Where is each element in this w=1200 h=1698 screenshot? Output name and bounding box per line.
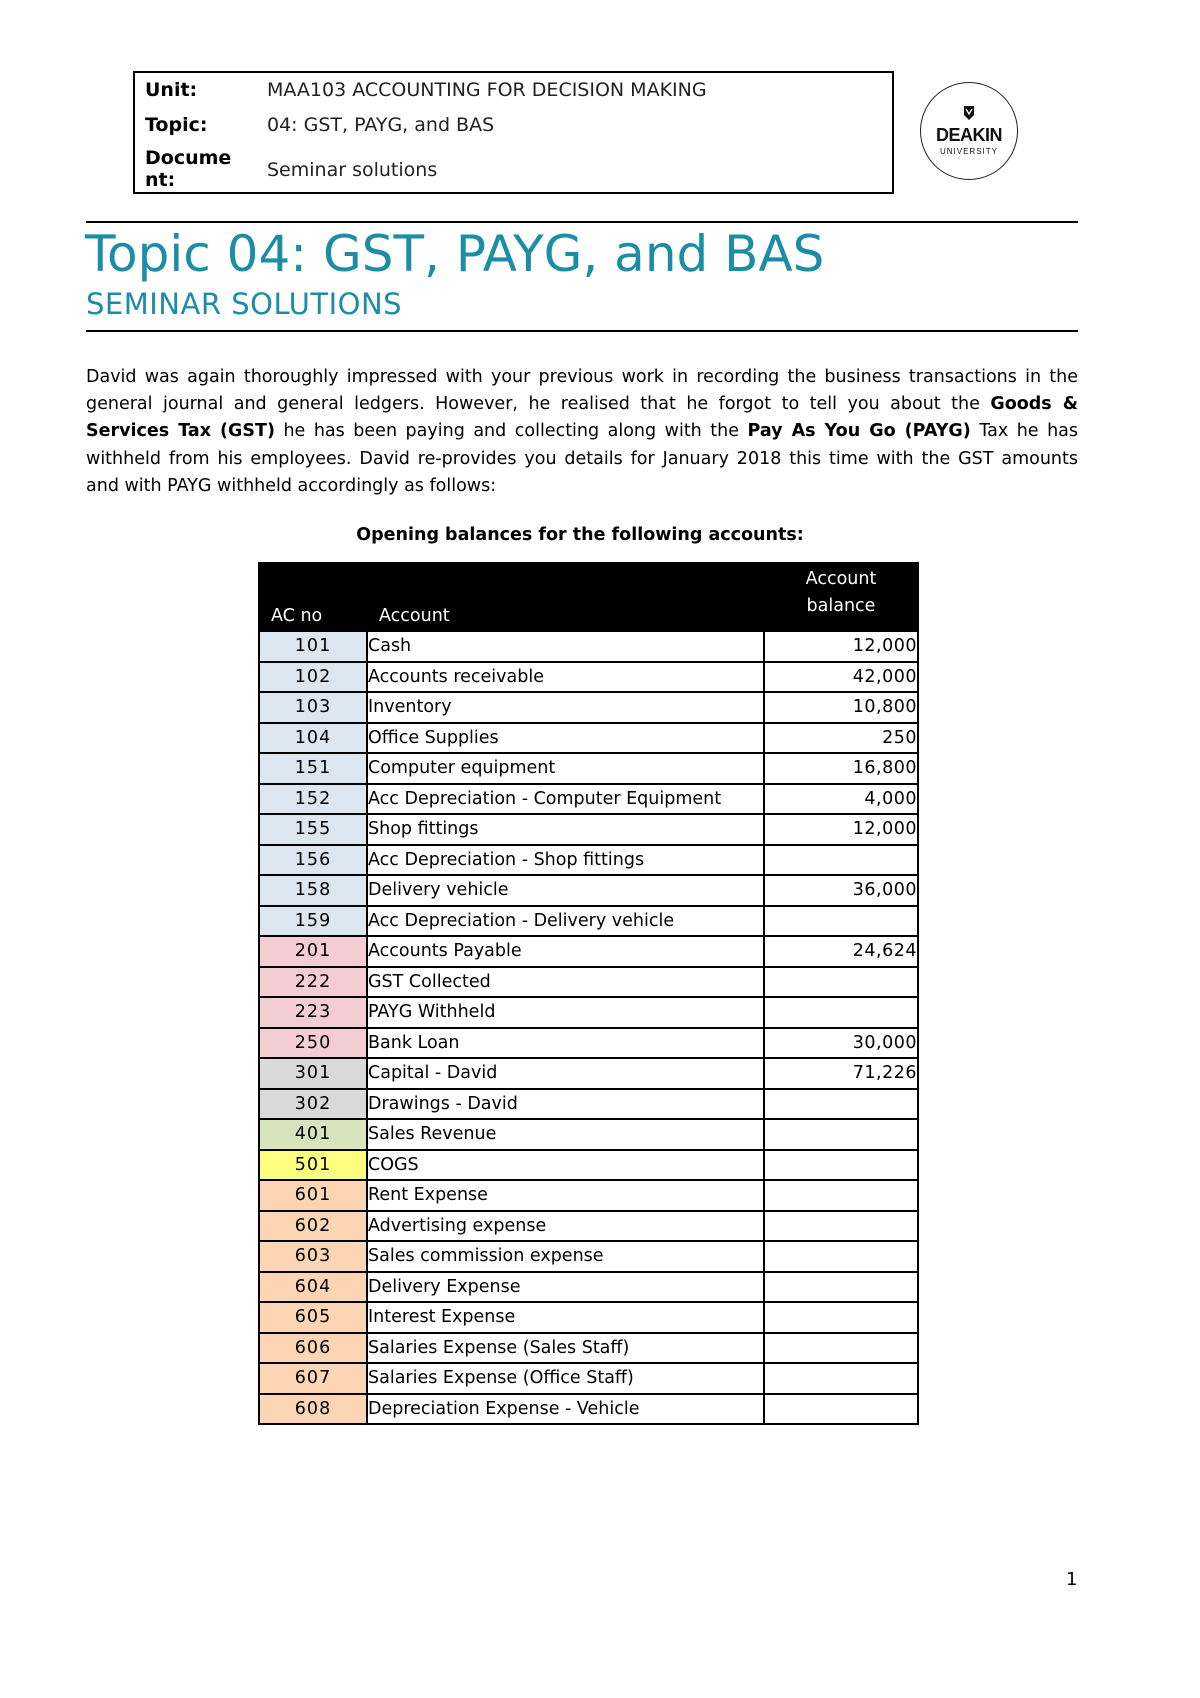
table-row (259, 753, 918, 784)
table-row (259, 997, 918, 1028)
account-balance-cell (764, 1089, 918, 1120)
account-number-cell: 608 (259, 1394, 367, 1425)
intro-text-2: he has been paying and collecting along with the (274, 421, 748, 442)
table-row (259, 784, 918, 815)
topic-row (145, 114, 882, 136)
table-row (259, 1150, 918, 1181)
table-header-row (259, 563, 918, 631)
account-name-cell: COGS (367, 1150, 764, 1181)
table-row (259, 1089, 918, 1120)
account-name-cell: Interest Expense (367, 1302, 764, 1333)
table-row (259, 662, 918, 693)
account-number-cell: 602 (259, 1211, 367, 1242)
account-balance-cell (764, 906, 918, 937)
document-label-line2: nt: (145, 169, 176, 191)
account-number-cell: 606 (259, 1333, 367, 1364)
opening-balances-table (258, 562, 919, 1425)
account-name-cell: GST Collected (367, 967, 764, 998)
account-name-cell: Salaries Expense (Office Staff) (367, 1363, 764, 1394)
table-row (259, 936, 918, 967)
table-row (259, 631, 918, 662)
account-balance-cell: 16,800 (764, 753, 918, 784)
page-title: Topic 04: GST, PAYG, and BAS (85, 225, 825, 283)
account-number-cell: 603 (259, 1241, 367, 1272)
account-number-cell: 250 (259, 1028, 367, 1059)
account-number-cell: 605 (259, 1302, 367, 1333)
account-name-cell: Accounts Payable (367, 936, 764, 967)
topic-label: Topic: (145, 114, 208, 136)
table-row (259, 875, 918, 906)
unit-value: MAA103 ACCOUNTING FOR DECISION MAKING (267, 79, 707, 101)
account-balance-cell (764, 1394, 918, 1425)
header-balance-line1: Account (805, 569, 877, 589)
account-balance-cell (764, 1363, 918, 1394)
deakin-crest-icon (963, 105, 975, 121)
account-name-cell: Bank Loan (367, 1028, 764, 1059)
table-row (259, 1058, 918, 1089)
deakin-logo (920, 82, 1018, 180)
account-balance-cell (764, 1302, 918, 1333)
account-balance-cell (764, 1119, 918, 1150)
account-number-cell: 604 (259, 1272, 367, 1303)
account-name-cell: Capital - David (367, 1058, 764, 1089)
table-row (259, 845, 918, 876)
account-number-cell: 501 (259, 1150, 367, 1181)
table-row (259, 1363, 918, 1394)
account-number-cell: 101 (259, 631, 367, 662)
account-name-cell: Drawings - David (367, 1089, 764, 1120)
account-number-cell: 103 (259, 692, 367, 723)
table-row (259, 1028, 918, 1059)
account-number-cell: 158 (259, 875, 367, 906)
account-name-cell: Rent Expense (367, 1180, 764, 1211)
table-row (259, 967, 918, 998)
unit-label: Unit: (145, 79, 198, 101)
title-top-rule (86, 221, 1078, 223)
account-balance-cell: 4,000 (764, 784, 918, 815)
account-balance-cell (764, 1272, 918, 1303)
account-name-cell: Shop fittings (367, 814, 764, 845)
table-caption: Opening balances for the following accounts: (356, 525, 804, 545)
account-name-cell: Delivery vehicle (367, 875, 764, 906)
account-balance-cell (764, 1150, 918, 1181)
account-balance-cell: 71,226 (764, 1058, 918, 1089)
table-row (259, 1211, 918, 1242)
table-row (259, 1119, 918, 1150)
account-balance-cell: 30,000 (764, 1028, 918, 1059)
table-row (259, 1272, 918, 1303)
account-number-cell: 301 (259, 1058, 367, 1089)
account-name-cell: Accounts receivable (367, 662, 764, 693)
intro-text-3: Tax he has withheld from his employees. David re-provides you details for January 2018 this time with the GST amounts and with PAYG withheld accordingly as follows: (86, 421, 1078, 496)
logo-sub: UNIVERSITY (939, 147, 998, 156)
account-name-cell: Inventory (367, 692, 764, 723)
account-number-cell: 222 (259, 967, 367, 998)
table-row (259, 1394, 918, 1425)
account-number-cell: 607 (259, 1363, 367, 1394)
table-row (259, 1241, 918, 1272)
table-row (259, 814, 918, 845)
table-body (259, 631, 918, 1424)
account-balance-cell: 250 (764, 723, 918, 754)
account-balance-cell (764, 1211, 918, 1242)
unit-row (145, 79, 882, 101)
title-bottom-rule (86, 330, 1078, 332)
account-balance-cell: 24,624 (764, 936, 918, 967)
intro-paragraph (86, 364, 1078, 500)
account-balance-cell (764, 967, 918, 998)
intro-text-1: David was again thoroughly impressed with your previous work in recording the business transactions in the general journal and general ledgers. However, he realised that he forgot to tell you about the (86, 367, 1078, 415)
account-balance-cell: 12,000 (764, 814, 918, 845)
document-label (145, 147, 267, 191)
account-balance-cell (764, 1333, 918, 1364)
account-name-cell: Cash (367, 631, 764, 662)
account-number-cell: 201 (259, 936, 367, 967)
account-number-cell: 152 (259, 784, 367, 815)
account-name-cell: Depreciation Expense - Vehicle (367, 1394, 764, 1425)
header-balance-line2: balance (806, 596, 876, 616)
document-label-line1: Docume (145, 147, 232, 169)
document-row (145, 147, 882, 191)
account-balance-cell: 42,000 (764, 662, 918, 693)
account-name-cell: Salaries Expense (Sales Staff) (367, 1333, 764, 1364)
logo-name: DEAKIN (935, 125, 1002, 145)
account-number-cell: 401 (259, 1119, 367, 1150)
account-number-cell: 159 (259, 906, 367, 937)
document-info-box (133, 71, 894, 194)
table-row (259, 1180, 918, 1211)
account-balance-cell (764, 1241, 918, 1272)
account-number-cell: 104 (259, 723, 367, 754)
header-account-balance (764, 563, 918, 631)
account-name-cell: Delivery Expense (367, 1272, 764, 1303)
table-row (259, 692, 918, 723)
account-number-cell: 223 (259, 997, 367, 1028)
table-row (259, 1302, 918, 1333)
page-number: 1 (1066, 1569, 1078, 1590)
account-name-cell: Computer equipment (367, 753, 764, 784)
account-number-cell: 302 (259, 1089, 367, 1120)
header-account: Account (367, 563, 764, 631)
account-name-cell: Sales commission expense (367, 1241, 764, 1272)
table-row (259, 723, 918, 754)
intro-bold-gst: Goods & Services Tax (GST) (86, 394, 1078, 442)
account-number-cell: 151 (259, 753, 367, 784)
account-name-cell: Acc Depreciation - Delivery vehicle (367, 906, 764, 937)
header-ac-no: AC no (259, 563, 367, 631)
account-number-cell: 156 (259, 845, 367, 876)
account-number-cell: 155 (259, 814, 367, 845)
table-row (259, 1333, 918, 1364)
document-value: Seminar solutions (267, 159, 438, 181)
account-name-cell: Sales Revenue (367, 1119, 764, 1150)
account-balance-cell (764, 1180, 918, 1211)
account-number-cell: 102 (259, 662, 367, 693)
topic-value: 04: GST, PAYG, and BAS (267, 114, 495, 136)
account-name-cell: PAYG Withheld (367, 997, 764, 1028)
table-row (259, 906, 918, 937)
intro-bold-payg: Pay As You Go (PAYG) (747, 421, 971, 442)
account-balance-cell: 10,800 (764, 692, 918, 723)
account-name-cell: Advertising expense (367, 1211, 764, 1242)
account-name-cell: Acc Depreciation - Computer Equipment (367, 784, 764, 815)
account-balance-cell (764, 845, 918, 876)
account-name-cell: Office Supplies (367, 723, 764, 754)
account-number-cell: 601 (259, 1180, 367, 1211)
account-balance-cell (764, 997, 918, 1028)
account-balance-cell: 36,000 (764, 875, 918, 906)
page-subtitle: SEMINAR SOLUTIONS (86, 287, 403, 321)
account-name-cell: Acc Depreciation - Shop fittings (367, 845, 764, 876)
account-balance-cell: 12,000 (764, 631, 918, 662)
